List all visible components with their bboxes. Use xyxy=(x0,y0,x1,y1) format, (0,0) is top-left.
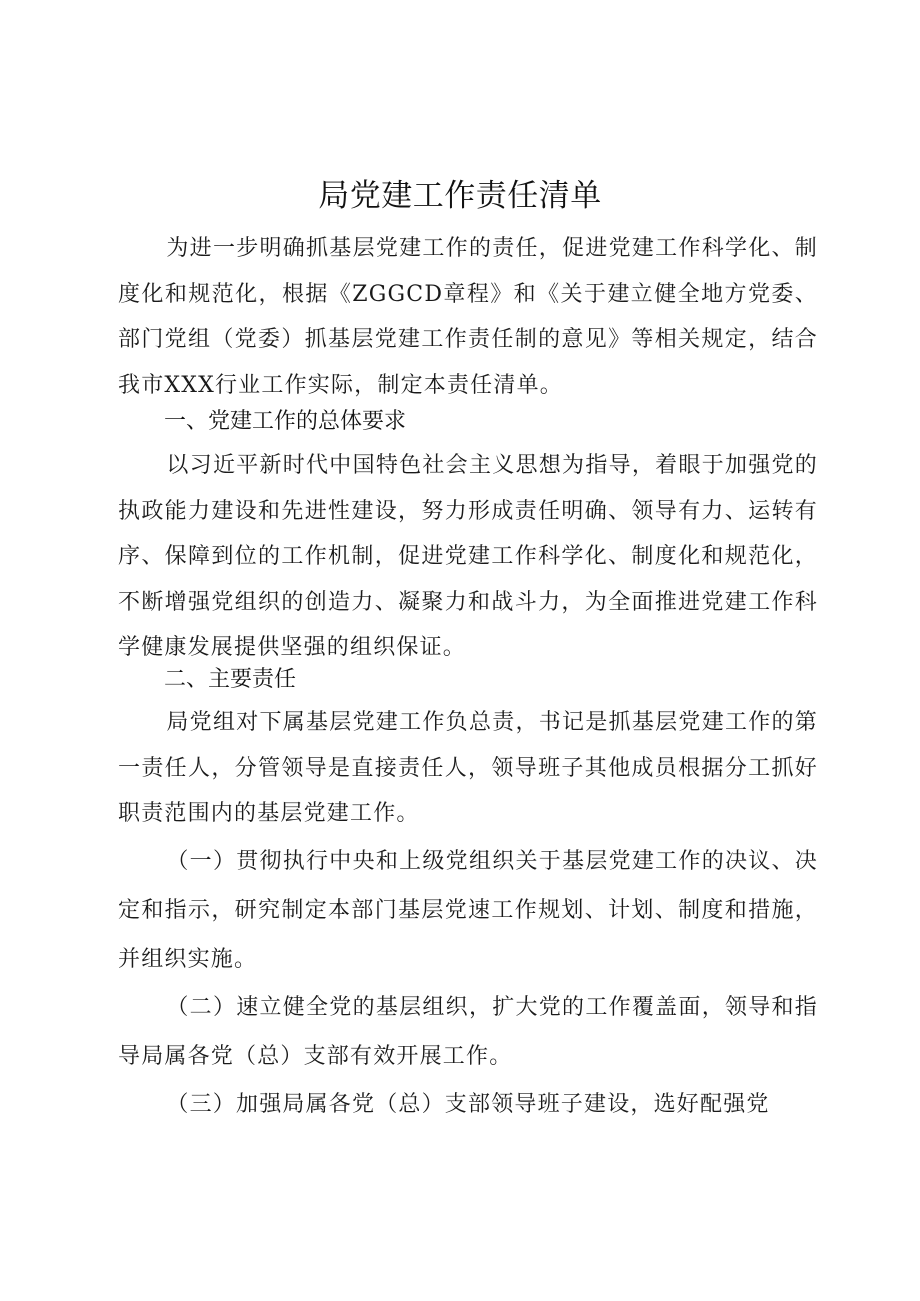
section-body-general-requirements: 以习近平新时代中国特色社会主义思想为指导，着眼于加强党的执政能力建设和先进性建设，努力形成责任明确、领导有力、运转有序、保障到位的工作机制，促进党建工作科学化、制度化和规范化，不断增强党组织的创造力、凝聚力和战斗力，为全面推进党建工作科学健康发展提供坚强的组织保证。 xyxy=(118,453,818,660)
responsibility-item-1: （一）贯彻执行中央和上级党组织关于基层党建工作的决议、决定和指示，研究制定本部门基层党速工作规划、计划、制度和措施，并组织实施。 xyxy=(118,849,818,972)
section-body-main-responsibilities: 局党组对下属基层党建工作负总责，书记是抓基层党建工作的第一责任人，分管领导是直接责任人，领导班子其他成员根据分工抓好职责范围内的基层党建工作。 xyxy=(118,710,818,826)
document-title: 局党建工作责任清单 xyxy=(318,178,602,214)
section-heading-main-responsibilities: 二、主要责任 xyxy=(164,667,297,692)
responsibility-item-2: （二）速立健全党的基层组织，扩大党的工作覆盖面，领导和指导局属各党（总）支部有效开展工作。 xyxy=(118,995,818,1069)
responsibility-item-3: （三）加强局属各党（总）支部领导班子建设，选好配强党 xyxy=(166,1092,770,1117)
intro-paragraph: 为进一步明确抓基层党建工作的责任，促进党建工作科学化、制度化和规范化，根据《ZGGCD章程》和《关于建立健全地方党委、部门党组（党委）抓基层党建工作责任制的意见》等相关规定，结合我市XXX行业工作实际，制定本责任清单。 xyxy=(118,236,818,398)
section-heading-general-requirements: 一、党建工作的总体要求 xyxy=(164,409,407,434)
